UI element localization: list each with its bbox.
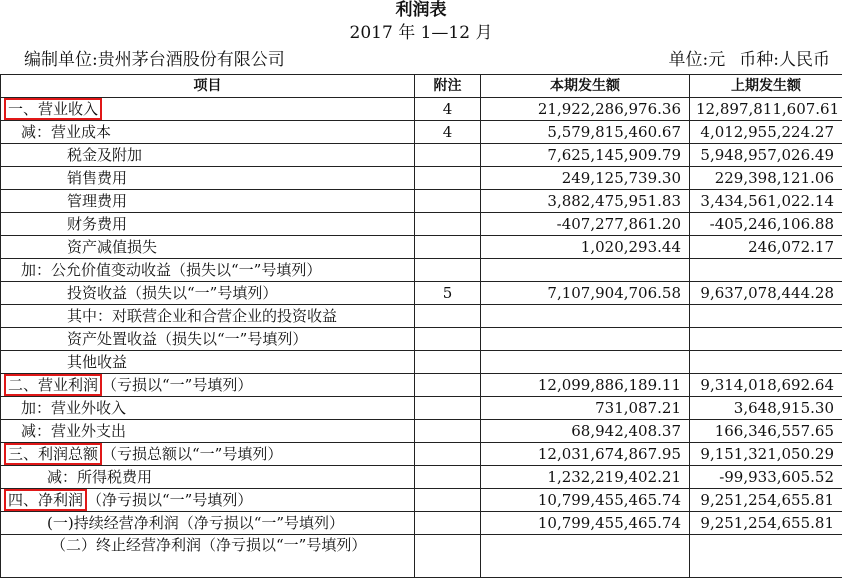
row-current: [481, 351, 690, 374]
table-row: [1, 98, 842, 121]
row-prior: [690, 535, 842, 578]
row-item-label: 其中：对联营企业和合营企业的投资收益: [67, 307, 337, 325]
table-row: [1, 328, 842, 351]
row-note: 5: [415, 282, 481, 305]
row-note: [415, 535, 481, 578]
row-note: [415, 420, 481, 443]
row-item-label: 加：公允价值变动收益（损失以“一”号填列）: [21, 261, 321, 279]
statement-title: 利润表: [0, 0, 842, 20]
row-item-label: 减：所得税费用: [47, 468, 152, 486]
row-prior: 4,012,955,224.27: [690, 121, 842, 144]
table-row: [1, 305, 842, 328]
row-prior: -99,933,605.52: [690, 466, 842, 489]
row-current: 12,031,674,867.95: [481, 443, 690, 466]
table-row: [1, 420, 842, 443]
row-prior: 9,314,018,692.64: [690, 374, 842, 397]
row-current: 10,799,455,465.74: [481, 512, 690, 535]
table-row: [1, 351, 842, 374]
row-note: [415, 190, 481, 213]
row-item: [1, 167, 415, 190]
row-prior: 9,251,254,655.81: [690, 512, 842, 535]
row-prior: [690, 351, 842, 374]
table-row: [1, 259, 842, 282]
header-prior: 上期发生额: [690, 75, 842, 98]
row-item: [1, 259, 415, 282]
row-note: [415, 443, 481, 466]
row-note: [415, 236, 481, 259]
unit-label: 单位:元: [669, 50, 726, 70]
table-row: [1, 512, 842, 535]
table-row: [1, 213, 842, 236]
row-item-label: 减：营业成本: [21, 123, 111, 141]
row-item: [1, 397, 415, 420]
row-note: [415, 259, 481, 282]
row-prior: 9,251,254,655.81: [690, 489, 842, 512]
row-item-label: 税金及附加: [67, 146, 142, 164]
row-item: [1, 236, 415, 259]
highlighted-section-label: 二、营业利润: [4, 374, 102, 396]
row-prior: 246,072.17: [690, 236, 842, 259]
row-item-label: （净亏损以“一”号填列）: [87, 491, 252, 509]
row-item-label: 减：营业外支出: [21, 422, 126, 440]
row-current: 1,232,219,402.21: [481, 466, 690, 489]
table-row: [1, 443, 842, 466]
row-note: [415, 512, 481, 535]
row-item-label: 投资收益（损失以“一”号填列）: [67, 284, 277, 302]
row-prior: 9,637,078,444.28: [690, 282, 842, 305]
row-item: [1, 121, 415, 144]
row-item: [1, 328, 415, 351]
row-current: 10,799,455,465.74: [481, 489, 690, 512]
row-prior: 12,897,811,607.61: [690, 98, 842, 121]
statement-period: 2017 年 1—12 月: [0, 22, 842, 44]
row-note: [415, 466, 481, 489]
header-note: 附注: [415, 75, 481, 98]
company-name: 编制单位:贵州茅台酒股份有限公司: [24, 49, 285, 71]
row-item-label: 财务费用: [67, 215, 127, 233]
statement-meta: [24, 49, 830, 71]
table-row: [1, 282, 842, 305]
row-item: [1, 535, 415, 578]
row-item-label: 管理费用: [67, 192, 127, 210]
currency-label: 币种:人民币: [739, 50, 830, 70]
table-row: [1, 167, 842, 190]
table-row: [1, 190, 842, 213]
table-row: [1, 489, 842, 512]
row-prior: [690, 259, 842, 282]
row-item: [1, 351, 415, 374]
row-prior: 3,648,915.30: [690, 397, 842, 420]
row-prior: 3,434,561,022.14: [690, 190, 842, 213]
row-current: [481, 259, 690, 282]
row-prior: 166,346,557.65: [690, 420, 842, 443]
row-prior: -405,246,106.88: [690, 213, 842, 236]
row-item-label: 销售费用: [67, 169, 127, 187]
row-current: 7,625,145,909.79: [481, 144, 690, 167]
row-prior: [690, 305, 842, 328]
row-current: 21,922,286,976.36: [481, 98, 690, 121]
row-note: [415, 351, 481, 374]
row-current: [481, 535, 690, 578]
table-header-row: [1, 75, 842, 98]
income-statement-table: [0, 74, 842, 578]
row-item-label: (一)持续经营净利润（净亏损以“一”号填列）: [47, 514, 344, 532]
row-item-label: （二）终止经营净利润（净亏损以“一”号填列）: [51, 536, 366, 554]
row-item: [1, 98, 415, 121]
row-current: -407,277,861.20: [481, 213, 690, 236]
row-item-label: 加：营业外收入: [21, 399, 126, 417]
row-note: [415, 167, 481, 190]
row-note: [415, 328, 481, 351]
row-current: [481, 328, 690, 351]
table-row: [1, 144, 842, 167]
row-item: [1, 213, 415, 236]
row-note: [415, 397, 481, 420]
row-note: 4: [415, 98, 481, 121]
row-current: 7,107,904,706.58: [481, 282, 690, 305]
row-item: [1, 144, 415, 167]
row-prior: [690, 328, 842, 351]
row-item: [1, 190, 415, 213]
row-note: 4: [415, 121, 481, 144]
table-row: [1, 374, 842, 397]
row-current: 1,020,293.44: [481, 236, 690, 259]
row-item-label: 其他收益: [67, 353, 127, 371]
table-row: [1, 236, 842, 259]
table-row: [1, 121, 842, 144]
row-note: [415, 213, 481, 236]
row-current: 12,099,886,189.11: [481, 374, 690, 397]
row-prior: 5,948,957,026.49: [690, 144, 842, 167]
highlighted-section-label: 四、净利润: [4, 489, 87, 511]
row-note: [415, 305, 481, 328]
row-item: [1, 305, 415, 328]
highlighted-section-label: 三、利润总额: [4, 443, 102, 465]
row-item-label: （亏损以“一”号填列）: [102, 376, 252, 394]
header-item: 项目: [1, 75, 415, 98]
row-current: 731,087.21: [481, 397, 690, 420]
unit-currency: [669, 49, 830, 71]
row-item-label: 资产处置收益（损失以“一”号填列）: [67, 330, 307, 348]
row-note: [415, 374, 481, 397]
row-note: [415, 144, 481, 167]
table-row: [1, 535, 842, 578]
row-current: 68,942,408.37: [481, 420, 690, 443]
row-item: [1, 489, 415, 512]
row-current: 5,579,815,460.67: [481, 121, 690, 144]
row-current: 249,125,739.30: [481, 167, 690, 190]
row-prior: 9,151,321,050.29: [690, 443, 842, 466]
row-note: [415, 489, 481, 512]
row-item: [1, 466, 415, 489]
row-item-label: （亏损总额以“一”号填列）: [102, 445, 282, 463]
highlighted-section-label: 一、营业收入: [4, 98, 102, 120]
row-item: [1, 420, 415, 443]
row-item: [1, 512, 415, 535]
row-item-label: 资产减值损失: [67, 238, 157, 256]
header-current: 本期发生额: [481, 75, 690, 98]
row-current: [481, 305, 690, 328]
row-prior: 229,398,121.06: [690, 167, 842, 190]
row-item: [1, 374, 415, 397]
row-item: [1, 282, 415, 305]
table-row: [1, 466, 842, 489]
table-row: [1, 397, 842, 420]
row-item: [1, 443, 415, 466]
row-current: 3,882,475,951.83: [481, 190, 690, 213]
